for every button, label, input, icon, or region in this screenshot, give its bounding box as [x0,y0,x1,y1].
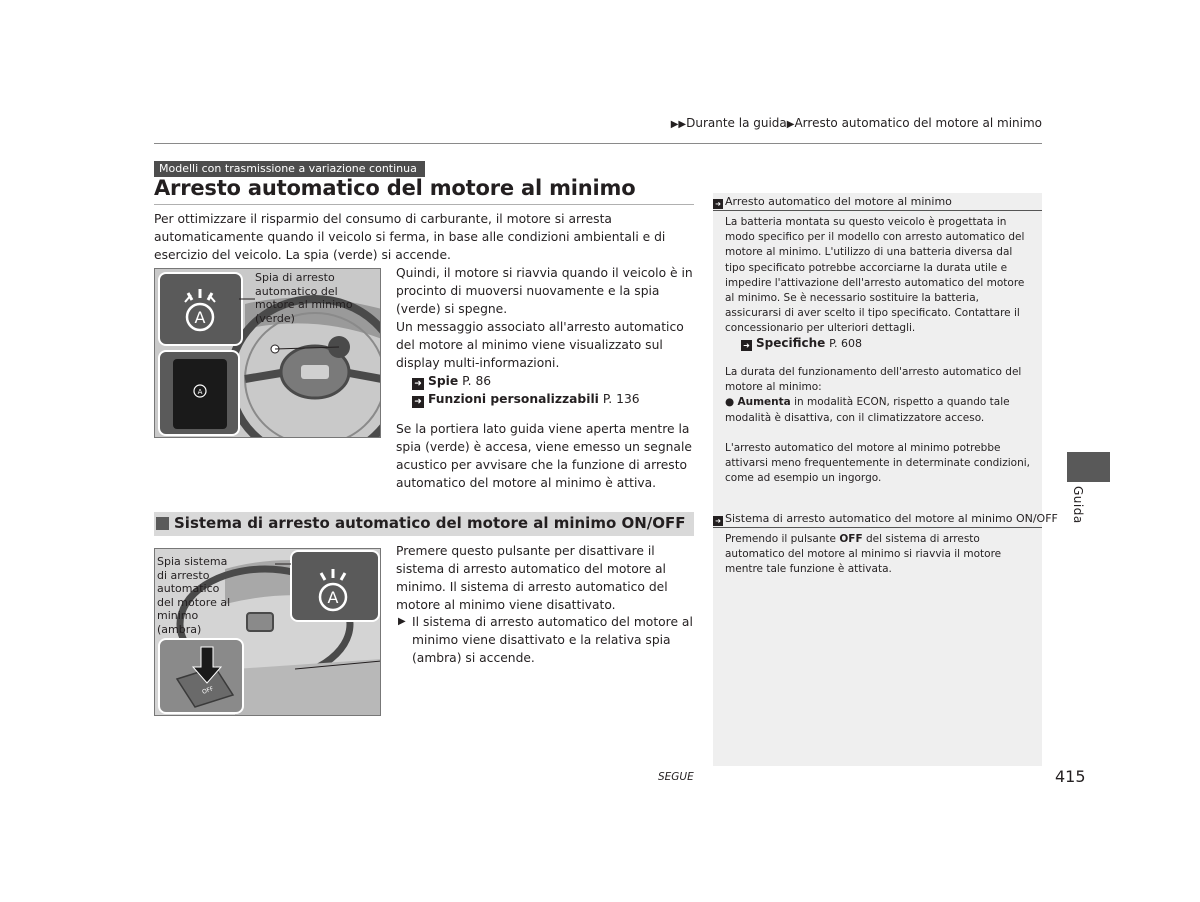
ref-link-spie[interactable] [412,372,491,390]
sidebar-duration-note [725,365,1035,426]
off-note-post: del sistema di arresto automatico del motore al minimo si riavvia il motore mentre tale funzione è attivata. [725,533,1002,576]
note-icon: ➜ [713,199,723,209]
duration-bullet [725,395,1035,425]
breadcrumb-arrows: ▶▶ [670,119,687,130]
sidebar-battery-note: La batteria montata su questo veicolo è progettata in modo specifico per il modello con arresto automatico del motore al minimo. L'utilizzo di una batteria diversa dal tipo specificato potrebbe accorciarne la durata utile e impedire l'attivazione dell'arresto automatico del motore al minimo. Se è necessario sostituire la batteria, assicurarsi di aver scelto il tipo specificato. Contattare il concessionario per ulteriori dettagli. [725,216,1025,335]
breadcrumb [640,116,1042,130]
section-square-icon [156,517,169,530]
off-result-text: Il sistema di arresto automatico del motore al minimo viene disattivato e la relativa spia (ambra) si accende. [412,615,693,665]
breadcrumb-current: Arresto automatico del motore al minimo [794,116,1042,130]
sidebar-heading-text: Sistema di arresto automatico del motore al minimo ON/OFF [725,512,1058,525]
ref-link-funzioni[interactable] [412,390,640,408]
svg-text:OFF: OFF [201,685,215,696]
off-note-pre: Premendo il pulsante [725,533,840,545]
sidebar-heading-text: Arresto automatico del motore al minimo [725,195,952,208]
sidebar-heading [713,193,1042,211]
off-result-paragraph [398,613,698,667]
duration-intro: La durata del funzionamento dell'arresto automatico del motore al minimo: [725,366,1022,394]
ref-page: P. 136 [602,392,640,406]
amber-indicator-callout: Spia sistema di arresto automatico del motore al minimo (ambra) [157,555,231,636]
breadcrumb-parent[interactable]: Durante la guida [686,116,787,130]
result-arrow-icon: ▶ [398,616,406,627]
ref-label: Funzioni personalizzabili [428,392,599,406]
ref-label: Specifiche [756,336,826,350]
continued-label: SEGUE [658,771,694,783]
bullet-text: in modalità ECON, rispetto a quando tale modalità è disattiva, con il climatizzatore acceso. [725,396,1010,424]
page-ref-icon: ➜ [412,396,424,408]
svg-text:A: A [327,588,339,607]
bullet-bold: Aumenta [737,396,791,409]
section-header [154,512,694,536]
breadcrumb-arrow: ▶ [786,119,795,130]
note-icon: ➜ [713,516,723,526]
off-note-bold: OFF [839,533,863,545]
chapter-tab[interactable] [1067,452,1110,482]
header-rule [154,143,1042,144]
sidebar-off-note [725,532,1035,578]
section-title: Sistema di arresto automatico del motore al minimo ON/OFF [174,514,686,532]
page-number: 415 [1055,767,1086,786]
ref-page: P. 608 [829,337,863,350]
page-ref-icon: ➜ [412,378,424,390]
page-title: Arresto automatico del motore al minimo [154,176,636,200]
ref-page: P. 86 [462,374,492,388]
ref-label: Spie [428,374,459,388]
bullet-dot-icon: ● [725,396,738,409]
off-button-paragraph: Premere questo pulsante per disattivare il sistema di arresto automatico del motore al minimo. Il sistema di arresto automatico del motore al minimo viene disattivato. [396,544,668,612]
title-rule [154,204,694,205]
green-indicator-callout: Spia di arresto automatico del motore al minimo (verde) [255,271,353,325]
svg-text:A: A [194,308,206,327]
ref-link-specifiche[interactable] [741,336,862,351]
restart-paragraph: Quindi, il motore si riavvia quando il veicolo è in procinto di muoversi nuovamente e la spia (verde) si spegne. Un messaggio associato all'arresto automatico del motore al minimo viene visualizzato sul display multi-informazioni. [396,266,693,370]
sidebar-heading [713,510,1058,528]
model-tag: Modelli con trasmissione a variazione continua [154,161,425,177]
sidebar-frequency-note: L'arresto automatico del motore al minimo potrebbe attivarsi meno frequentemente in determinate condizioni, come ad esempio un ingorgo. [725,442,1030,485]
page-ref-icon: ➜ [741,340,752,351]
chapter-tab-label: Guida [1071,486,1085,524]
door-warning-paragraph: Se la portiera lato guida viene aperta mentre la spia (verde) è accesa, viene emesso un segnale acustico per avvisare che la funzione di arresto automatico del motore al minimo è attiva. [396,422,692,490]
svg-text:A: A [197,388,203,396]
intro-paragraph: Per ottimizzare il risparmio del consumo di carburante, il motore si arresta automaticamente quando il veicolo si ferma, in base alle condizioni ambientali e di esercizio del veicolo. La spia (verde) si accende. [154,212,666,262]
